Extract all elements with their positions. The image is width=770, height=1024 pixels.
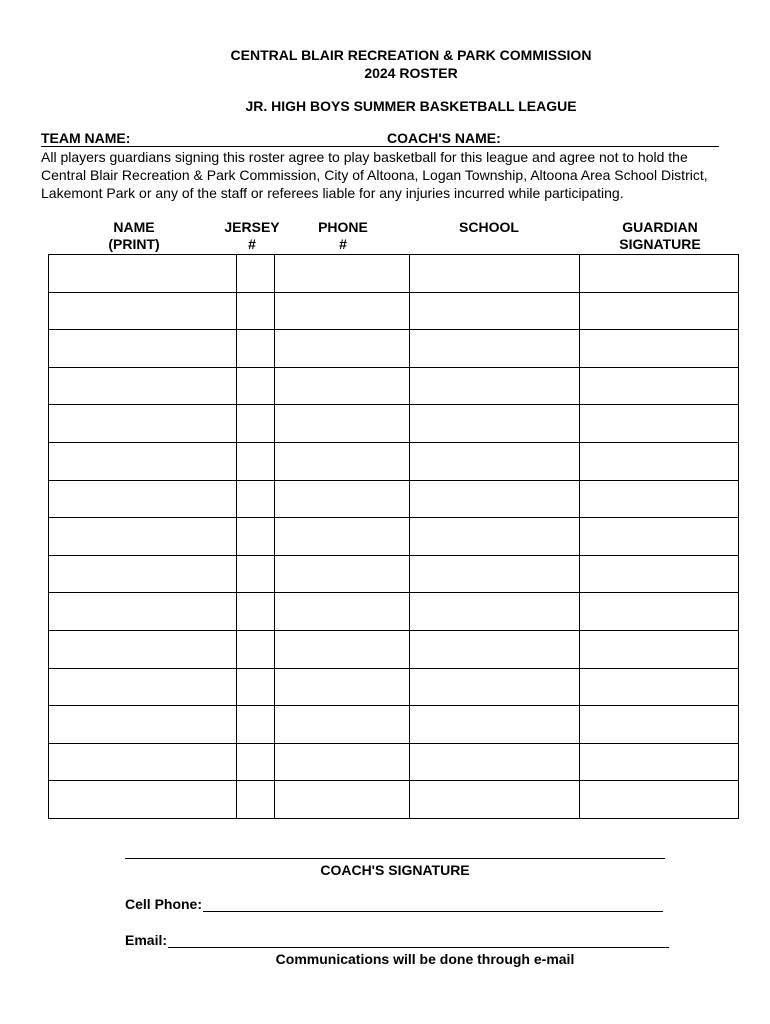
- school-cell[interactable]: [410, 405, 580, 443]
- roster-year: 2024 ROSTER: [364, 65, 458, 81]
- name-cell[interactable]: [49, 706, 237, 744]
- phone-cell[interactable]: [275, 292, 410, 330]
- phone-cell[interactable]: [275, 255, 410, 293]
- column-header-phone-line2: #: [339, 236, 347, 252]
- name-cell[interactable]: [49, 593, 237, 631]
- roster-row: [49, 630, 739, 668]
- column-header-name-line1: NAME: [113, 219, 155, 235]
- jersey-cell[interactable]: [237, 518, 275, 556]
- guardian-signature-cell[interactable]: [580, 668, 739, 706]
- org-name: CENTRAL BLAIR RECREATION & PARK COMMISSION: [230, 47, 592, 63]
- guardian-signature-cell[interactable]: [580, 292, 739, 330]
- roster-row: [49, 442, 739, 480]
- guardian-signature-cell[interactable]: [580, 706, 739, 744]
- jersey-cell[interactable]: [237, 480, 275, 518]
- phone-cell[interactable]: [275, 330, 410, 368]
- name-cell[interactable]: [49, 255, 237, 293]
- column-header-jersey-line2: #: [248, 236, 256, 252]
- column-header-guardian-line1: GUARDIAN: [622, 219, 698, 235]
- name-cell[interactable]: [49, 367, 237, 405]
- cell-phone-row[interactable]: [125, 896, 663, 912]
- name-cell[interactable]: [49, 630, 237, 668]
- guardian-signature-cell[interactable]: [580, 480, 739, 518]
- phone-cell[interactable]: [275, 706, 410, 744]
- roster-row: [49, 706, 739, 744]
- communications-note: Communications will be done through e-mail: [275, 951, 575, 967]
- email-line[interactable]: [168, 933, 669, 948]
- name-cell[interactable]: [49, 405, 237, 443]
- jersey-cell[interactable]: [237, 630, 275, 668]
- phone-cell[interactable]: [275, 405, 410, 443]
- phone-cell[interactable]: [275, 630, 410, 668]
- name-cell[interactable]: [49, 442, 237, 480]
- roster-row: [49, 405, 739, 443]
- roster-row: [49, 255, 739, 293]
- coach-signature-label: COACH'S SIGNATURE: [320, 862, 470, 878]
- school-cell[interactable]: [410, 330, 580, 368]
- guardian-signature-cell[interactable]: [580, 255, 739, 293]
- name-cell[interactable]: [49, 292, 237, 330]
- name-cell[interactable]: [49, 781, 237, 819]
- roster-row: [49, 781, 739, 819]
- phone-cell[interactable]: [275, 555, 410, 593]
- team-name-label: TEAM NAME:: [41, 130, 131, 146]
- name-cell[interactable]: [49, 668, 237, 706]
- school-cell[interactable]: [410, 555, 580, 593]
- jersey-cell[interactable]: [237, 743, 275, 781]
- jersey-cell[interactable]: [237, 668, 275, 706]
- jersey-cell[interactable]: [237, 367, 275, 405]
- jersey-cell[interactable]: [237, 330, 275, 368]
- name-cell[interactable]: [49, 480, 237, 518]
- cell-phone-line[interactable]: [203, 897, 663, 912]
- team-coach-field-row[interactable]: [41, 128, 719, 147]
- jersey-cell[interactable]: [237, 442, 275, 480]
- roster-row: [49, 330, 739, 368]
- column-header-school-label: SCHOOL: [459, 219, 519, 235]
- column-header-name-line2: (PRINT): [108, 236, 160, 252]
- coach-name-label: COACH'S NAME:: [387, 130, 501, 146]
- jersey-cell[interactable]: [237, 706, 275, 744]
- email-row[interactable]: [125, 932, 669, 948]
- roster-row: [49, 367, 739, 405]
- school-cell[interactable]: [410, 781, 580, 819]
- guardian-signature-cell[interactable]: [580, 555, 739, 593]
- phone-cell[interactable]: [275, 480, 410, 518]
- guardian-signature-cell[interactable]: [580, 593, 739, 631]
- phone-cell[interactable]: [275, 442, 410, 480]
- cell-phone-label: Cell Phone:: [125, 896, 203, 912]
- guardian-signature-cell[interactable]: [580, 367, 739, 405]
- roster-row: [49, 480, 739, 518]
- jersey-cell[interactable]: [237, 292, 275, 330]
- phone-cell[interactable]: [275, 781, 410, 819]
- roster-table: [48, 254, 739, 819]
- jersey-cell[interactable]: [237, 781, 275, 819]
- email-label: Email:: [125, 932, 168, 948]
- roster-row: [49, 743, 739, 781]
- school-cell[interactable]: [410, 668, 580, 706]
- jersey-cell[interactable]: [237, 255, 275, 293]
- school-cell[interactable]: [410, 292, 580, 330]
- school-cell[interactable]: [410, 630, 580, 668]
- school-cell[interactable]: [410, 743, 580, 781]
- column-header-name: [48, 219, 220, 253]
- column-header-guardian-line2: SIGNATURE: [619, 236, 701, 252]
- guardian-signature-cell[interactable]: [580, 630, 739, 668]
- column-header-guardian: [590, 219, 730, 253]
- name-cell[interactable]: [49, 518, 237, 556]
- coach-signature-line[interactable]: [125, 858, 665, 859]
- guardian-signature-cell[interactable]: [580, 405, 739, 443]
- school-cell[interactable]: [410, 518, 580, 556]
- jersey-cell[interactable]: [237, 593, 275, 631]
- phone-cell[interactable]: [275, 518, 410, 556]
- guardian-signature-cell[interactable]: [580, 518, 739, 556]
- phone-cell[interactable]: [275, 743, 410, 781]
- league-name: JR. HIGH BOYS SUMMER BASKETBALL LEAGUE: [245, 98, 577, 114]
- school-cell[interactable]: [410, 255, 580, 293]
- school-cell[interactable]: [410, 367, 580, 405]
- column-header-jersey: [220, 219, 284, 253]
- school-cell[interactable]: [410, 706, 580, 744]
- column-header-jersey-line1: JERSEY: [224, 219, 280, 235]
- guardian-signature-cell[interactable]: [580, 442, 739, 480]
- jersey-cell[interactable]: [237, 405, 275, 443]
- name-cell[interactable]: [49, 743, 237, 781]
- name-cell[interactable]: [49, 330, 237, 368]
- phone-cell[interactable]: [275, 668, 410, 706]
- phone-cell[interactable]: [275, 593, 410, 631]
- column-header-phone: [300, 219, 386, 253]
- roster-row: [49, 292, 739, 330]
- name-cell[interactable]: [49, 555, 237, 593]
- roster-row: [49, 518, 739, 556]
- column-header-phone-line1: PHONE: [318, 219, 368, 235]
- school-cell[interactable]: [410, 442, 580, 480]
- guardian-signature-cell[interactable]: [580, 330, 739, 368]
- guardian-signature-cell[interactable]: [580, 743, 739, 781]
- liability-disclaimer: All players guardians signing this roster agree to play basketball for this league and agree not to hold the Central Blair Recreation & Park Commission, City of Altoona, Logan Township, Altoona Area School District, Lakemont Park or any of the staff or referees liable for any injuries incurred while participating.: [41, 149, 708, 201]
- roster-row: [49, 668, 739, 706]
- roster-row: [49, 593, 739, 631]
- jersey-cell[interactable]: [237, 555, 275, 593]
- roster-row: [49, 555, 739, 593]
- phone-cell[interactable]: [275, 367, 410, 405]
- guardian-signature-cell[interactable]: [580, 781, 739, 819]
- school-cell[interactable]: [410, 593, 580, 631]
- column-header-school: [410, 219, 568, 236]
- school-cell[interactable]: [410, 480, 580, 518]
